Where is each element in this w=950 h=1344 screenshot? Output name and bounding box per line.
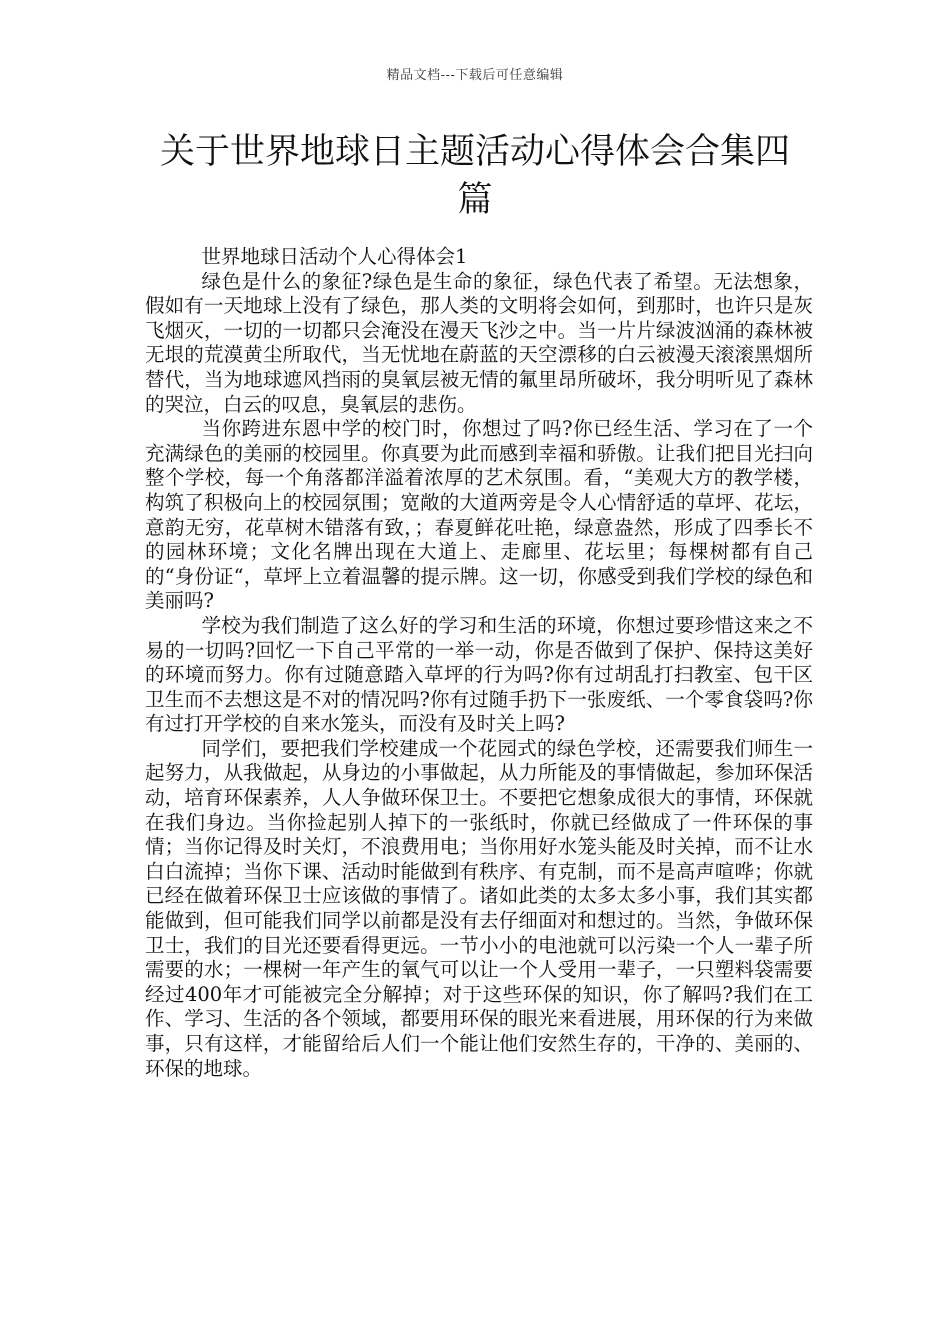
paragraph: 绿色是什么的象征?绿色是生命的象征，绿色代表了希望。无法想象，假如有一天地球上没有了绿色，那人类的文明将会如何，到那时，也许只是灰飞烟灭，一切的一切都只会淹没在漫天飞沙之中。当一片片绿波汹涌的森林被无垠的荒漠黄尘所取代，当无忧地在蔚蓝的天空漂移的白云被漫天滚滚黑烟所替代，当为地球遮风挡雨的臭氧层被无情的氟里昂所破坏，我分明听见了森林的哭泣，白云的叹息，臭氧层的悲伤。: [145, 269, 813, 416]
page-header: 精品文档---下载后可任意编辑: [386, 68, 564, 83]
section-heading: 世界地球日活动个人心得体会1: [201, 245, 468, 268]
paragraph: 同学们，要把我们学校建成一个花园式的绿色学校，还需要我们师生一起努力，从我做起，从身边的小事做起，从力所能及的事情做起，参加环保活动，培育环保素养，人人争做环保卫士。不要把它想象成很大的事情，环保就在我们身边。当你捡起别人掉下的一张纸时，你就已经做成了一件环保的事情；当你记得及时关灯，不浪费用电；当你用好水笼头能及时关掉，而不让水白白流掉；当你下课、活动时能做到有秩序、有克制，而不是高声喧哗；你就已经在做着环保卫士应该做的事情了。诸如此类的太多太多小事，我们其实都能做到，但可能我们同学以前都是没有去仔细面对和想过的。当然，争做环保卫士，我们的目光还要看得更远。一节小小的电池就可以污染一个人一辈子所需要的水；一棵树一年产生的氧气可以让一个人受用一辈子，一只塑料袋需要经过400年才可能被完全分解掉；对于这些环保的知识，你了解吗?我们在工作、学习、生活的各个领域，都要用环保的眼光来看进展，用环保的行为来做事，只有这样，才能留给后人们一个能让他们安然生存的，干净的、美丽的、环保的地球。: [145, 736, 813, 1080]
paragraph: 当你跨进东恩中学的校门时，你想过了吗?你已经生活、学习在了一个充满绿色的美丽的校园里。你真要为此而感到幸福和骄傲。让我们把目光扫向整个学校，每一个角落都洋溢着浓厚的艺术氛围。看，“美观大方的教学楼，构筑了积极向上的校园氛围；宽敞的大道两旁是令人心情舒适的草坪、花坛，意韵无穷，花草树木错落有致，；春夏鲜花吐艳，绿意盎然，形成了四季长不的园林环境；文化名牌出现在大道上、走廊里、花坛里；每棵树都有自己的“身份证“，草坪上立着温馨的提示牌。这一切，你感受到我们学校的绿色和美丽吗?: [145, 417, 813, 613]
paragraph: 学校为我们制造了这么好的学习和生活的环境，你想过要珍惜这来之不易的一切吗?回忆一下自己平常的一举一动，你是否做到了保护、保持这美好的环境而努力。你有过随意踏入草坪的行为吗?你有过胡乱打扫教室、包干区卫生而不去想这是不对的情况吗?你有过随手扔下一张废纸、一个零食袋吗?你有过打开学校的自来水笼头，而没有及时关上吗?: [145, 613, 813, 736]
document-title: 关于世界地球日主题活动心得体会合集四篇: [159, 132, 790, 220]
document-body: [145, 245, 813, 1081]
